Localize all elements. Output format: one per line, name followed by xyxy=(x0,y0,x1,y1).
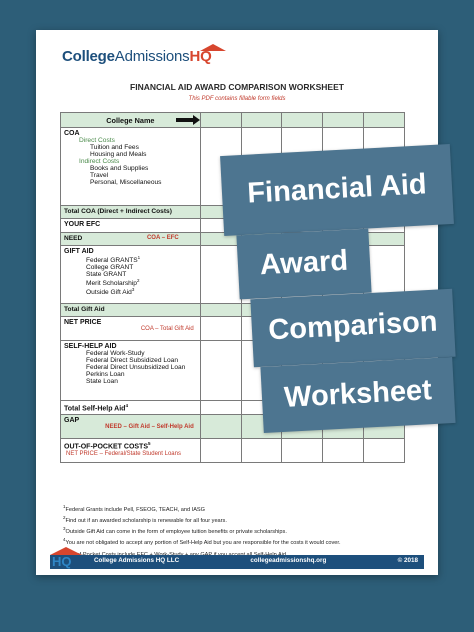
need-formula: COA – EFC xyxy=(146,235,179,241)
college-name-header xyxy=(61,113,201,128)
out-of-pocket-row xyxy=(61,439,405,463)
self-help-aid-label: SELF-HELP AID xyxy=(64,343,117,350)
arrow-right-icon xyxy=(176,118,194,122)
gift-aid-label: GIFT AID xyxy=(64,248,94,255)
net-price-formula: COA – Total Gift Aid xyxy=(140,326,194,332)
net-price-label: NET PRICE xyxy=(64,319,102,326)
net-price-field[interactable] xyxy=(200,317,241,341)
footnote-text: Outside Gift Aid can come in the form of employee tuition benefits or private scholarships. xyxy=(65,529,287,536)
banner-text: Award xyxy=(259,244,349,282)
footer xyxy=(36,545,438,575)
gift-aid-section: GIFT AID Federal GRANTS$^1$ College GRANT State GRANT Merit Scholarship$^2$ Outside Gift Aid$^3$ xyxy=(61,246,201,304)
total-self-help-label: Total Self-Help Aid xyxy=(64,405,126,413)
college-admissions-hq-logo xyxy=(62,48,212,65)
banner-worksheet xyxy=(260,357,455,433)
out-of-pocket-label: OUT-OF-POCKET COSTS xyxy=(64,443,148,451)
footer-copyright: © 2018 xyxy=(397,557,418,564)
coa-section xyxy=(61,128,201,206)
out-of-pocket-field[interactable] xyxy=(364,439,405,463)
footer-text xyxy=(94,557,418,564)
footnote-text: Federal Grants include Pell, FSEOG, TEACH, and IASG xyxy=(65,506,206,513)
logo-roof-icon xyxy=(200,44,226,51)
merit-scholarship-label: Merit Scholarship xyxy=(86,280,137,288)
college-name-field[interactable] xyxy=(282,113,323,128)
need-cell xyxy=(61,233,201,246)
unsubsidized-loan-label: Federal Direct Unsubsidized Loan xyxy=(86,364,186,371)
personal-label: Personal, Miscellaneous xyxy=(90,179,162,186)
state-grant-label: State GRANT xyxy=(86,271,127,279)
net-price-cell xyxy=(61,317,201,341)
subsidized-loan-label: Federal Direct Subsidized Loan xyxy=(86,357,178,364)
banner-financial-aid xyxy=(220,144,454,236)
gap-cell xyxy=(61,415,201,439)
gift-aid-field[interactable] xyxy=(200,246,241,304)
college-grant-label: College GRANT xyxy=(86,264,134,272)
total-self-help-field[interactable] xyxy=(200,401,241,415)
tuition-label: Tuition and Fees xyxy=(90,144,139,151)
out-of-pocket-field[interactable] xyxy=(241,439,282,463)
college-name-field[interactable] xyxy=(323,113,364,128)
gap-label: GAP xyxy=(64,417,80,425)
document-title: FINANCIAL AID AWARD COMPARISON WORKSHEET xyxy=(130,82,344,92)
out-of-pocket-formula: NET PRICE – Federal/State Student Loans xyxy=(66,450,181,457)
banner-award xyxy=(236,229,371,300)
federal-grants-label: Federal GRANTS xyxy=(86,257,138,265)
coa-label: COA xyxy=(64,130,80,137)
perkins-loan-label: Perkins Loan xyxy=(86,371,125,378)
footer-company: College Admissions HQ LLC xyxy=(94,557,180,564)
need-field[interactable] xyxy=(364,233,405,246)
college-name-field[interactable] xyxy=(364,113,405,128)
indirect-costs-label: Indirect Costs xyxy=(79,158,120,165)
banner-text: Financial Aid xyxy=(246,168,428,210)
books-label: Books and Supplies xyxy=(90,165,149,172)
footnote-text: You are not obligated to accept any portion of Self-Help Aid but you are responsible for the costs it would cover. xyxy=(65,540,341,547)
footnote-text: Find out if an awarded scholarship is renewable for all four years. xyxy=(65,518,227,525)
out-of-pocket-field[interactable] xyxy=(282,439,323,463)
college-name-field[interactable] xyxy=(200,113,241,128)
out-of-pocket-field[interactable] xyxy=(323,439,364,463)
footnote: 5 xyxy=(63,548,341,559)
efc-label: YOUR EFC xyxy=(61,219,201,233)
outside-gift-aid-label: Outside Gift Aid xyxy=(86,289,132,297)
total-self-help-cell: Total Self-Help Aid$^4$ xyxy=(61,401,201,415)
logo-part-college: College xyxy=(62,48,115,65)
total-coa-label: Total COA (Direct + Indirect Costs) xyxy=(61,206,201,219)
footnote: $^2$Find out if an awarded scholarship is renewable for all four years. xyxy=(63,515,227,525)
college-name-field[interactable] xyxy=(241,113,282,128)
gap-field[interactable] xyxy=(200,415,241,439)
direct-costs-label: Direct Costs xyxy=(79,137,115,144)
out-of-pocket-field[interactable] xyxy=(200,439,241,463)
college-name-label: College Name xyxy=(106,116,155,125)
banner-comparison xyxy=(250,289,455,367)
need-label: NEED xyxy=(64,235,83,242)
gap-formula: NEED – Gift Aid – Self-Help Aid xyxy=(105,424,194,431)
footer-website[interactable]: collegeadmissionshq.org xyxy=(250,557,327,564)
self-help-field[interactable] xyxy=(200,341,241,401)
state-loan-label: State Loan xyxy=(86,378,118,385)
banner-text: Comparison xyxy=(267,305,439,347)
hq-logo-text: HQ xyxy=(52,554,72,569)
travel-label: Travel xyxy=(90,172,109,179)
self-help-section xyxy=(61,341,201,401)
footnote: $^1$Federal Grants include Pell, FSEOG, TEACH, and IASG xyxy=(63,504,206,513)
total-gift-aid-label: Total Gift Aid xyxy=(61,304,201,317)
footnote: $^4$You are not obligated to accept any portion of Self-Help Aid but you are responsible for the costs it would cover. xyxy=(63,537,341,547)
banner-text: Worksheet xyxy=(283,374,433,414)
logo-part-admissions: Admissions xyxy=(114,48,190,65)
logo-part-hq: HQ xyxy=(189,48,212,65)
housing-label: Housing and Meals xyxy=(90,151,147,158)
hq-logo-icon xyxy=(50,547,80,571)
header-row xyxy=(61,113,405,128)
document-subtitle: This PDF contains fillable form fields xyxy=(188,96,286,102)
total-gift-aid-field[interactable] xyxy=(200,304,241,317)
footnote: $^3$Outside Gift Aid can come in the form of employee tuition benefits or private scholarships. xyxy=(63,526,287,536)
work-study-label: Federal Work-Study xyxy=(86,350,145,357)
out-of-pocket-cell: OUT-OF-POCKET COSTS$^5$ NET PRICE – Federal/State Student Loans xyxy=(61,439,201,463)
